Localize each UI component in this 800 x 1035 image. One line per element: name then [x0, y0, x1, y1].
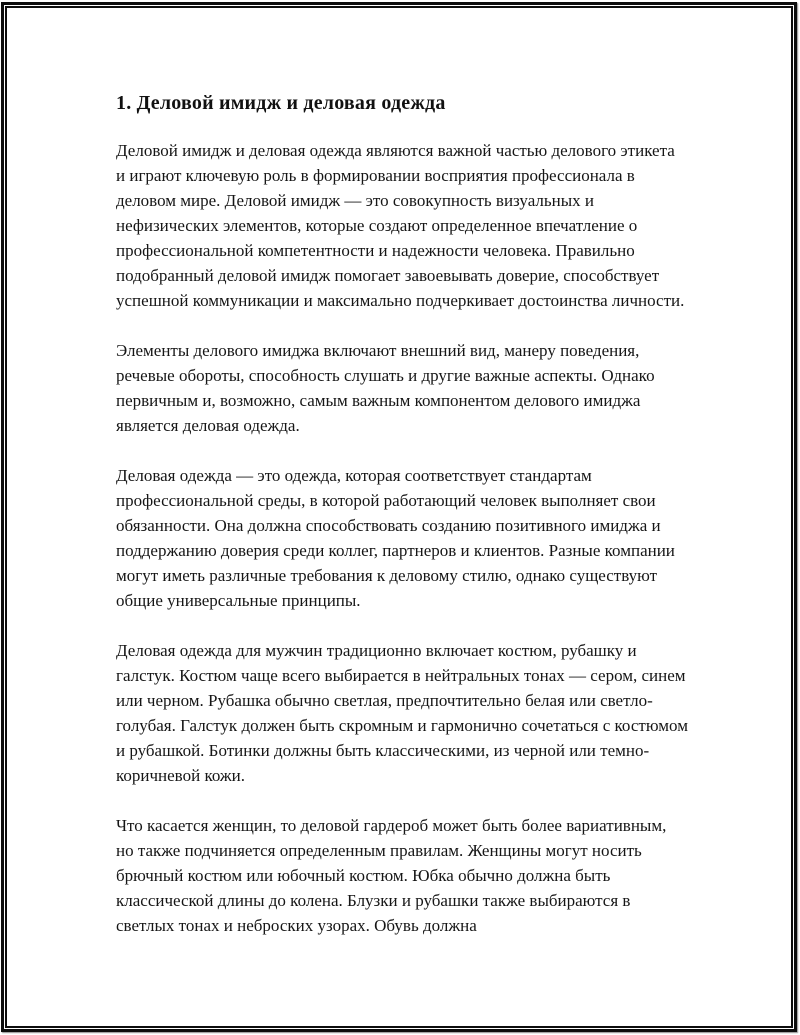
section-heading: 1. Деловой имидж и деловая одежда: [116, 92, 446, 114]
paragraph-business-image-intro: Деловой имидж и деловая одежда являются важной частью делового этикета и играют ключевую роль в формировании восприятия профессионала в деловом мире. Деловой имидж — это совокупность визуальных и нефизических элементов, которые создают определенное впечатление о профессиональной компетентности и надежности человека. Правильно подобранный деловой имидж помогает завоевывать доверие, способствует успешной коммуникации и максимально подчеркивает достоинства личности.: [116, 141, 685, 310]
page-border-outer: [1, 2, 797, 1032]
paragraph-image-elements: Элементы делового имиджа включают внешний вид, манеру поведения, речевые обороты, способность слушать и другие важные аспекты. Однако первичным и, возможно, самым важным компонентом делового имиджа является деловая одежда.: [116, 341, 655, 435]
paragraph-business-clothing-definition: Деловая одежда — это одежда, которая соответствует стандартам профессиональной среды, в которой работающий человек выполняет свои обязанности. Она должна способствовать созданию позитивного имиджа и поддержанию доверия среди коллег, партнеров и клиентов. Разные компании могут иметь различные требования к деловому стилю, однако существуют общие универсальные принципы.: [116, 466, 675, 610]
document-content: [7, 8, 791, 1026]
paragraph-womens-clothing: Что касается женщин, то деловой гардероб может быть более вариативным, но также подчиняется определенным правилам. Женщины могут носить брючный костюм или юбочный костюм. Юбка обычно должна быть классической длины до колена. Блузки и рубашки также выбираются в светлых тонах и неброских узорах. Обувь должна: [116, 816, 667, 935]
paragraph-mens-clothing: Деловая одежда для мужчин традиционно включает костюм, рубашку и галстук. Костюм чаще всего выбирается в нейтральных тонах — сером, синем или черном. Рубашка обычно светлая, предпочтительно белая или светло-голубая. Галстук должен быть скромным и гармонично сочетаться с костюмом и рубашкой. Ботинки должны быть классическими, из черной или темно-коричневой кожи.: [116, 641, 688, 785]
page-border-inner: [5, 6, 793, 1028]
